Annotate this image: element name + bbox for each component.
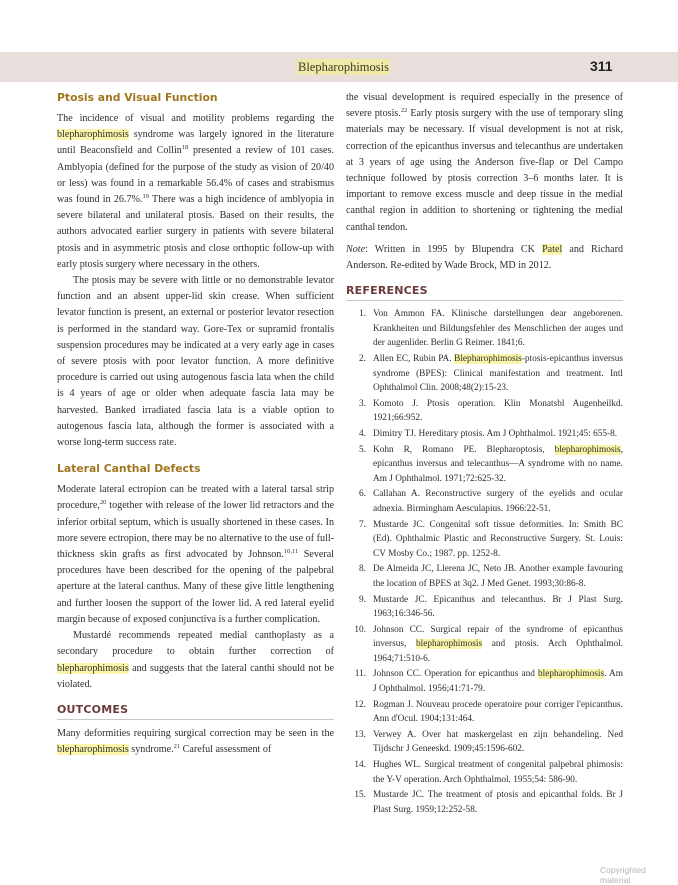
reference-item (346, 427, 623, 442)
search-highlight: Blepharophimosis (454, 354, 522, 365)
reference-number: 2. (359, 354, 366, 365)
citation: 22 (400, 107, 408, 115)
text: Careful assessment of (180, 744, 272, 756)
author-note (346, 242, 623, 274)
paragraph (57, 111, 334, 273)
reference-item (346, 623, 623, 667)
paragraph: The ptosis may be severe with little or no demonstrable levator function and an absent upper-lid skin crease. When sufficient levator function is present, an external or posterior levator resection is performed in the standard way. Gore-Tex or supramid frontalis suspension procedures may be indicated at a very early age in cases of severe ptosis with poor levator function. A more definitive procedure is carried out using autogenous fascia lata when the child is 4 years of age or older when adequate fascia lata may be harvested. Banked irradiated fascia lata is a viable option to autogenous fascia lata, although the former is associated with a worse long-term success rate. (57, 275, 334, 449)
reference-text: Callahan A. Reconstructive surgery of the eyelids and ocular adnexia. Birmingham Aesculapius. 1966:22-51. (373, 489, 623, 514)
reference-text: Rogman J. Nouveau procede operatoire pour corriger l'epicanthus. Ann d'Ocul. 1904;131:464. (373, 699, 623, 725)
text: and Richard Anderson. Re-edited by Wade Brock, MD in 2012. (346, 243, 623, 272)
text: There was a high incidence of amblyopia in severe bilateral and unilateral ptosis. Based on their results, the authors advocated earlier surgery in patients with severe bilateral ptosis and in asymmetric ptosis and close orthoptic follow-up with early ptosis surgery where necessary in the others. (57, 194, 335, 270)
reference-item (346, 728, 623, 757)
text: Several procedures have been described for the opening of the palpebral aperture at the lateral canthus. Many of these give little lengthening and further loosen the support of the lower lid. A red lateral eyelid margin because of exposed conjunctiva is a further complication. (57, 549, 334, 625)
reference-text: Johnson CC. Surgical repair of the syndrome of epicanthus inversus, (373, 624, 623, 650)
reference-text: Mustarde JC. Congenital soft tissue deformities. In: Smith BC (Ed). Ophthalmic Plastic and Reconstructive Surgery. St. Louis: CV Mosby Co.; 1987. pp. 1252-8. (373, 519, 623, 559)
reference-text: Hughes WL. Surgical treatment of congenital palpebral phimosis: the Y-V operation. Arch Ophthalmol. 1955;54: 586-90. (373, 760, 623, 785)
reference-item (346, 352, 623, 396)
reference-number: 15. (354, 790, 366, 801)
citation: 18 (181, 144, 189, 152)
search-highlight: blepharophimosis (57, 129, 129, 141)
reference-number: 14. (354, 760, 366, 771)
reference-number: 1. (359, 309, 366, 320)
citation: 10,11 (283, 548, 299, 556)
citation: 20 (99, 499, 107, 507)
reference-number: 12. (354, 699, 366, 710)
reference-number: 3. (359, 398, 366, 409)
reference-text: -ptosis-epicanthus inversus syndrome (BPES): Clinical manifestation and treatment. Intl Ophthalmol Clin. 2008;48(2):15-23. (373, 354, 623, 394)
heading-outcomes: OUTCOMES (57, 703, 334, 720)
reference-number: 7. (359, 519, 366, 530)
reference-text: Dimitry TJ. Hereditary ptosis. Am J Ophthalmol. 1921;45: 655-8. (373, 428, 618, 439)
reference-item (346, 307, 623, 351)
right-column (346, 90, 623, 818)
text: Mustardé recommends repeated medial canthoplasty as a secondary procedure to obtain further correction of (57, 630, 334, 658)
text: Many deformities requiring surgical correction may be seen in the (57, 727, 334, 739)
search-highlight: blepharophimosis (415, 639, 483, 650)
text: syndrome was largely ignored in the literature until Beaconsfield and Collin (57, 129, 334, 157)
citation: 21 (173, 743, 181, 751)
reference-text: Von Ammon FA. Klinische darstellungen dear angeborenen. Krankheiten und Bildungsfehler des Menschlichen der auges und der augenlider. Berlin G Reimer. 1841;6. (373, 309, 623, 349)
reference-text: Allen EC, Rubin PA. (373, 354, 455, 365)
text: Early ptosis surgery with the use of temporary sling materials may be necessary. If visual development is not at risk, correction of the epicanthus inversus and telecanthus are undertaken at 3 years of age using the Anderson five-flap or Del Campo technique followed by ptosis correction 3–6 months later. It is important to remove excess muscle and deep tissue in the medial canthal region in addition to shortening or tightening the medial canthal tendon. (346, 108, 624, 233)
running-title: Blepharophimosis (298, 60, 389, 74)
search-highlight: Patel (542, 243, 563, 255)
reference-text: Verwey A. Over hat maskergelast en zijn behandeling. Ned Tijdschr J Geneeskd. 1909;45:1596-602. (373, 729, 623, 755)
search-highlight: blepharophimosis (57, 662, 129, 674)
left-column (57, 90, 334, 758)
text: together with release of the lower lid retractors and the inferior orbital septum, which is usually shortened in these cases. In more severe ectropion, there may be no alternative to the use of full-thickness skin grafts as first advocated by Johnson. (57, 500, 334, 561)
heading-ptosis-visual-function: Ptosis and Visual Function (57, 91, 218, 104)
text: the visual development is required especially in the presence of severe ptosis. (346, 92, 623, 120)
text: presented a review of 101 cases. Amblyopia (defined for the purpose of the study as vision of 20/40 or less) was found in a remarkable 56.4% of cases and strabismus was found in 26.7%. (57, 145, 334, 206)
search-highlight: blepharophimosis (554, 444, 621, 455)
reference-number: 10. (354, 624, 366, 635)
note-label: Note (346, 243, 366, 255)
reference-item (346, 758, 623, 787)
reference-number: 6. (359, 489, 366, 500)
reference-text: and ptosis. Arch Ophthalmol. 1964;71:510-6. (373, 639, 623, 664)
reference-number: 4. (359, 428, 366, 439)
reference-item (346, 487, 623, 516)
reference-number: 11. (354, 669, 366, 680)
reference-number: 5. (359, 444, 366, 455)
reference-item (346, 397, 623, 426)
reference-item (346, 667, 623, 696)
reference-item (346, 788, 623, 817)
text: syndrome. (128, 744, 174, 756)
copyright-notice: Copyrighted material (600, 865, 646, 885)
reference-item (346, 562, 623, 591)
paragraph (57, 482, 334, 628)
reference-number: 9. (359, 594, 366, 605)
reference-text: Mustarde JC. Epicanthus and telecanthus. Br J Plast Surg. 1963;16:346-56. (373, 594, 623, 620)
reference-text: , epicanthus inversus and telecanthus—A syndrome with no name. Am J Ophthalmol. 1971;72:625-32. (373, 444, 623, 484)
paragraph (57, 726, 334, 758)
search-highlight: blepharophimosis (538, 669, 605, 680)
reference-item (346, 443, 623, 487)
running-head (0, 52, 678, 82)
reference-text: Kohn R, Romano PE. Blepharoptosis, (373, 444, 555, 455)
heading-lateral-canthal-defects: Lateral Canthal Defects (57, 462, 201, 476)
text: and suggests that the lateral canthi should not be violated. (57, 662, 334, 690)
reference-text: De Almeida JC, Llerena JC, Neto JB. Another example favouring the location of BPES at 3q2. J Med Genet. 1993;30:86-8. (373, 564, 623, 589)
reference-text: Mustarde JC. The treatment of ptosis and epicanthal folds. Br J Plast Surg. 1959;12:252-58. (373, 790, 623, 815)
reference-item (346, 518, 623, 562)
heading-references: REFERENCES (346, 284, 623, 301)
reference-text: . Am J Ophthalmol. 1956;41:71-79. (373, 669, 623, 695)
page-number: 311 (590, 58, 613, 74)
reference-text: Komoto J. Ptosis operation. Klin Monatsbl Augenheilkd. 1921;66:952. (373, 398, 623, 424)
paragraph (57, 628, 334, 693)
citation: 19 (142, 193, 149, 201)
text: The incidence of visual and motility problems regarding the (57, 113, 334, 124)
reference-number: 8. (359, 564, 366, 575)
search-highlight: blepharophimosis (57, 744, 129, 756)
reference-item (346, 593, 623, 622)
reference-item (346, 698, 623, 727)
reference-text: Johnson CC. Operation for epicanthus and (373, 669, 539, 680)
text: : Written in 1995 by Blupendra CK (365, 243, 543, 255)
paragraph (346, 90, 623, 236)
reference-number: 13. (354, 729, 366, 740)
text: Moderate lateral ectropion can be treated with a lateral tarsal strip procedure, (57, 484, 334, 512)
reference-list (346, 307, 623, 817)
